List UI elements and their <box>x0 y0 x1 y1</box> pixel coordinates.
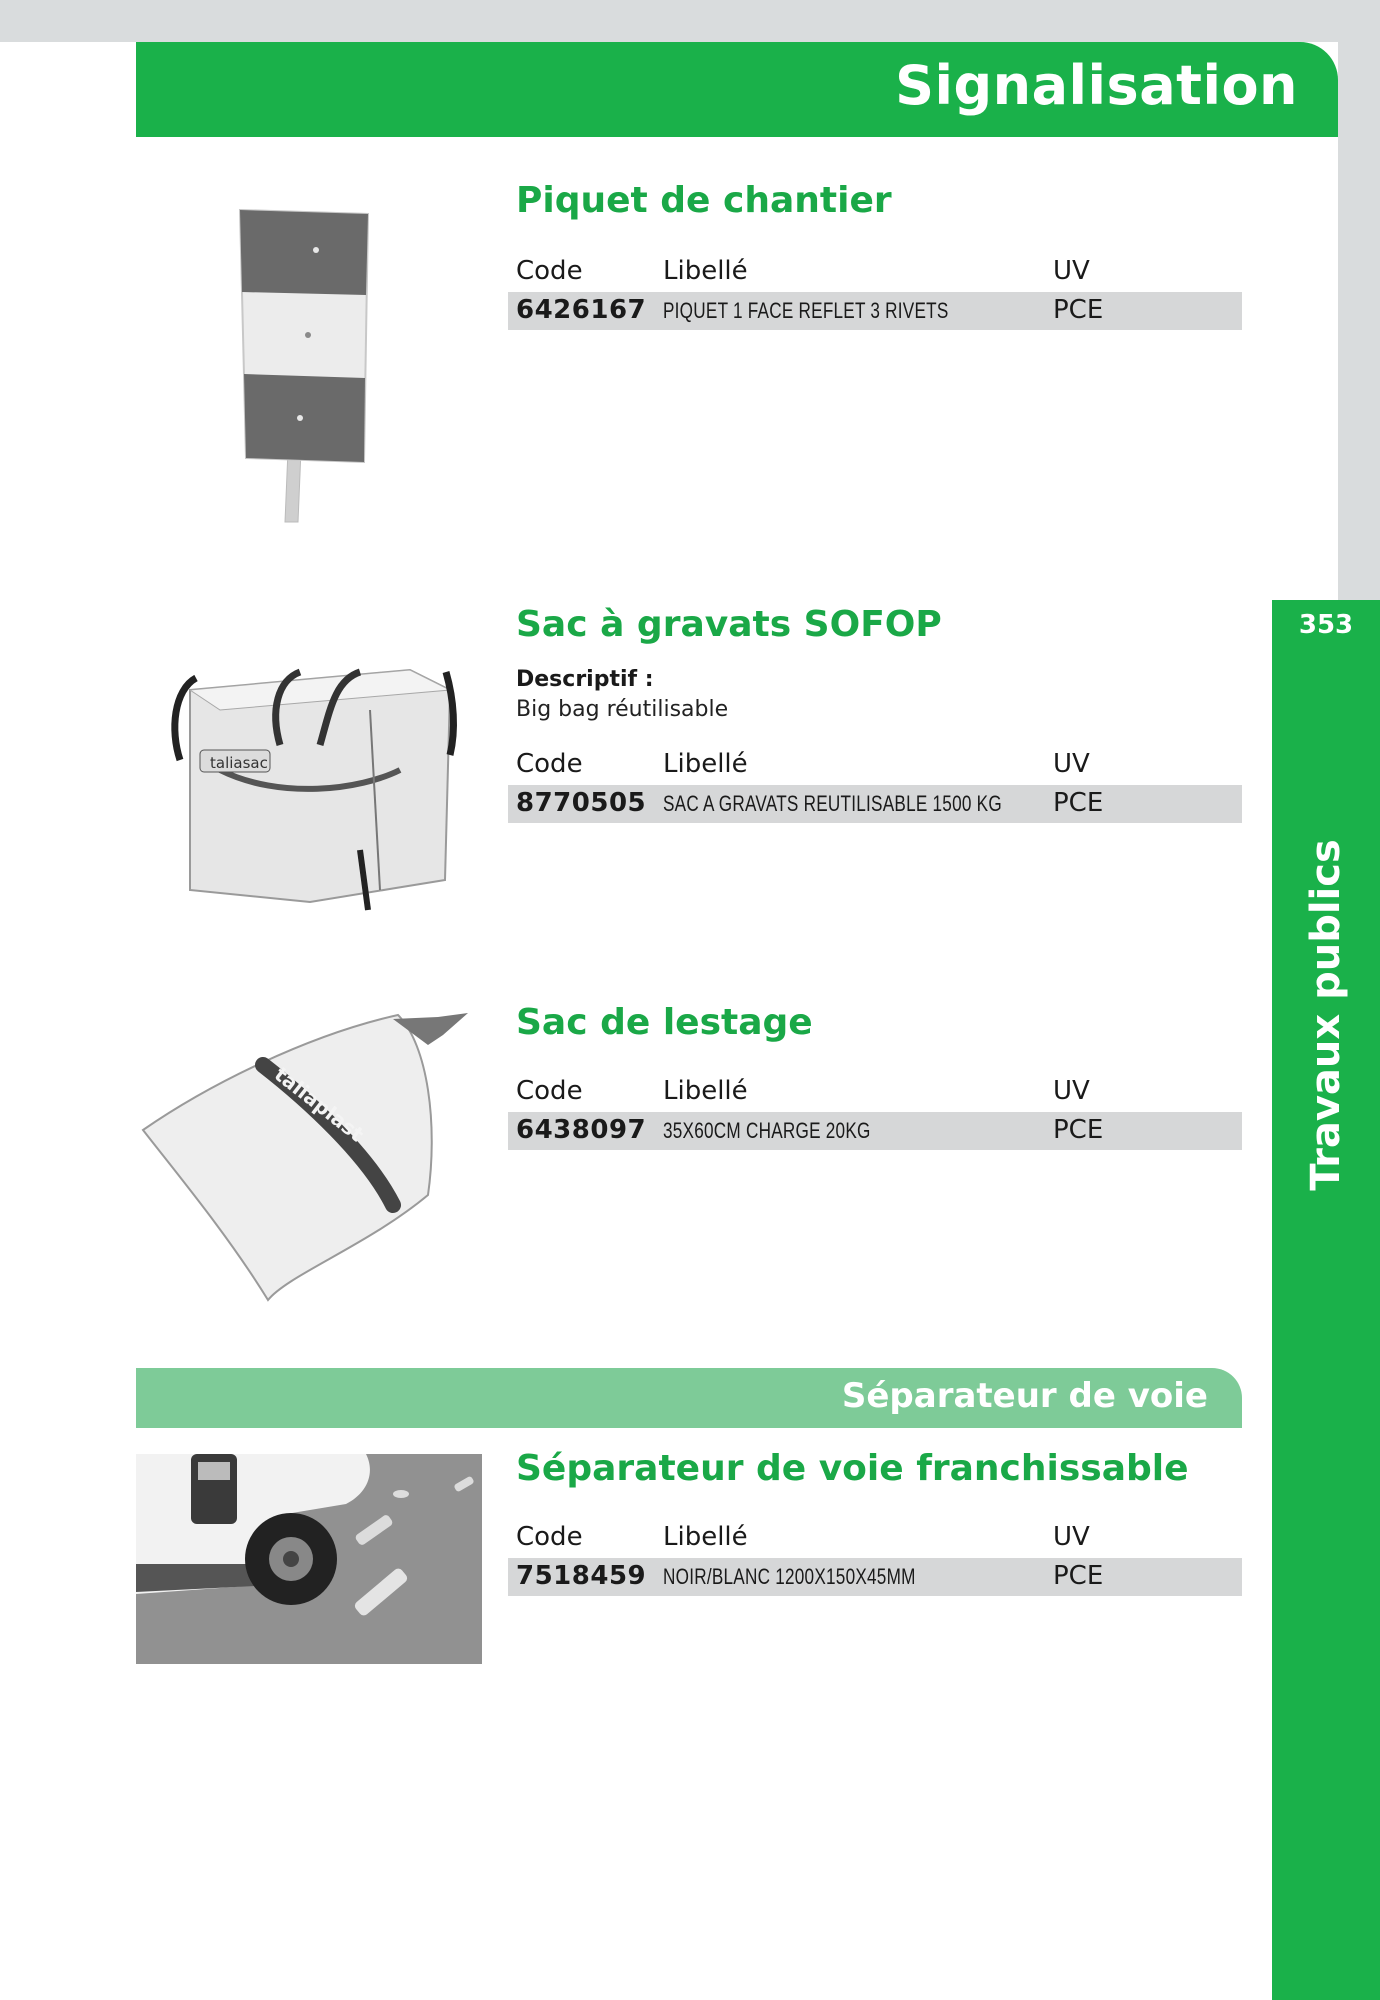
product-table-sac-lestage <box>508 1076 1242 1150</box>
product-title-sac-gravats: Sac à gravats SOFOP <box>516 604 942 645</box>
product-title-sac-lestage: Sac de lestage <box>516 1002 813 1043</box>
section-title: Signalisation <box>895 54 1298 117</box>
product-image-piquet <box>230 200 380 530</box>
subsection-title: Séparateur de voie <box>841 1376 1208 1416</box>
header-uv: UV <box>1053 256 1090 286</box>
product-image-big-bag <box>160 650 460 920</box>
product-uv: PCE <box>1053 1115 1104 1145</box>
header-libelle: Libellé <box>663 1076 748 1106</box>
descriptif-label: Descriptif : <box>516 667 654 692</box>
product-libelle: NOIR/BLANC 1200X150X45MM <box>663 1564 916 1589</box>
table-row <box>508 1112 1242 1150</box>
product-libelle: PIQUET 1 FACE REFLET 3 RIVETS <box>663 298 949 323</box>
section-header <box>136 42 1338 137</box>
descriptif-text: Big bag réutilisable <box>516 697 729 722</box>
product-code: 8770505 <box>516 788 647 818</box>
product-code: 6426167 <box>516 295 647 325</box>
header-code: Code <box>516 1076 583 1106</box>
right-gray-strip <box>1338 42 1380 602</box>
side-tab <box>1272 600 1380 2000</box>
table-header <box>508 256 1242 292</box>
product-libelle: 35X60CM CHARGE 20KG <box>663 1118 871 1143</box>
product-uv: PCE <box>1053 788 1104 818</box>
header-libelle: Libellé <box>663 1522 748 1552</box>
header-uv: UV <box>1053 1076 1090 1106</box>
product-image-sac-lestage <box>138 1005 478 1305</box>
product-table-piquet <box>508 256 1242 330</box>
header-code: Code <box>516 256 583 286</box>
table-row <box>508 1558 1242 1596</box>
header-libelle: Libellé <box>663 256 748 286</box>
product-uv: PCE <box>1053 1561 1104 1591</box>
header-code: Code <box>516 749 583 779</box>
table-row <box>508 292 1242 330</box>
header-uv: UV <box>1053 749 1090 779</box>
header-uv: UV <box>1053 1522 1090 1552</box>
header-libelle: Libellé <box>663 749 748 779</box>
table-row <box>508 785 1242 823</box>
table-header <box>508 1522 1242 1558</box>
page-number: 353 <box>1298 610 1354 640</box>
product-libelle: SAC A GRAVATS REUTILISABLE 1500 KG <box>663 791 1002 816</box>
product-title-piquet: Piquet de chantier <box>516 180 892 221</box>
table-header <box>508 1076 1242 1112</box>
table-header <box>508 749 1242 785</box>
product-code: 6438097 <box>516 1115 647 1145</box>
product-title-separateur: Séparateur de voie franchissable <box>516 1448 1189 1489</box>
product-table-sac-gravats <box>508 749 1242 823</box>
subsection-header <box>136 1368 1242 1428</box>
category-label: Travaux publics <box>1303 839 1349 1191</box>
top-bar <box>0 0 1380 42</box>
sac-lestage-brand: taliaplast <box>269 1062 369 1147</box>
product-uv: PCE <box>1053 295 1104 325</box>
product-image-separateur <box>136 1454 482 1664</box>
header-code: Code <box>516 1522 583 1552</box>
big-bag-brand: taliasac <box>210 754 268 772</box>
product-code: 7518459 <box>516 1561 647 1591</box>
product-table-separateur <box>508 1522 1242 1596</box>
